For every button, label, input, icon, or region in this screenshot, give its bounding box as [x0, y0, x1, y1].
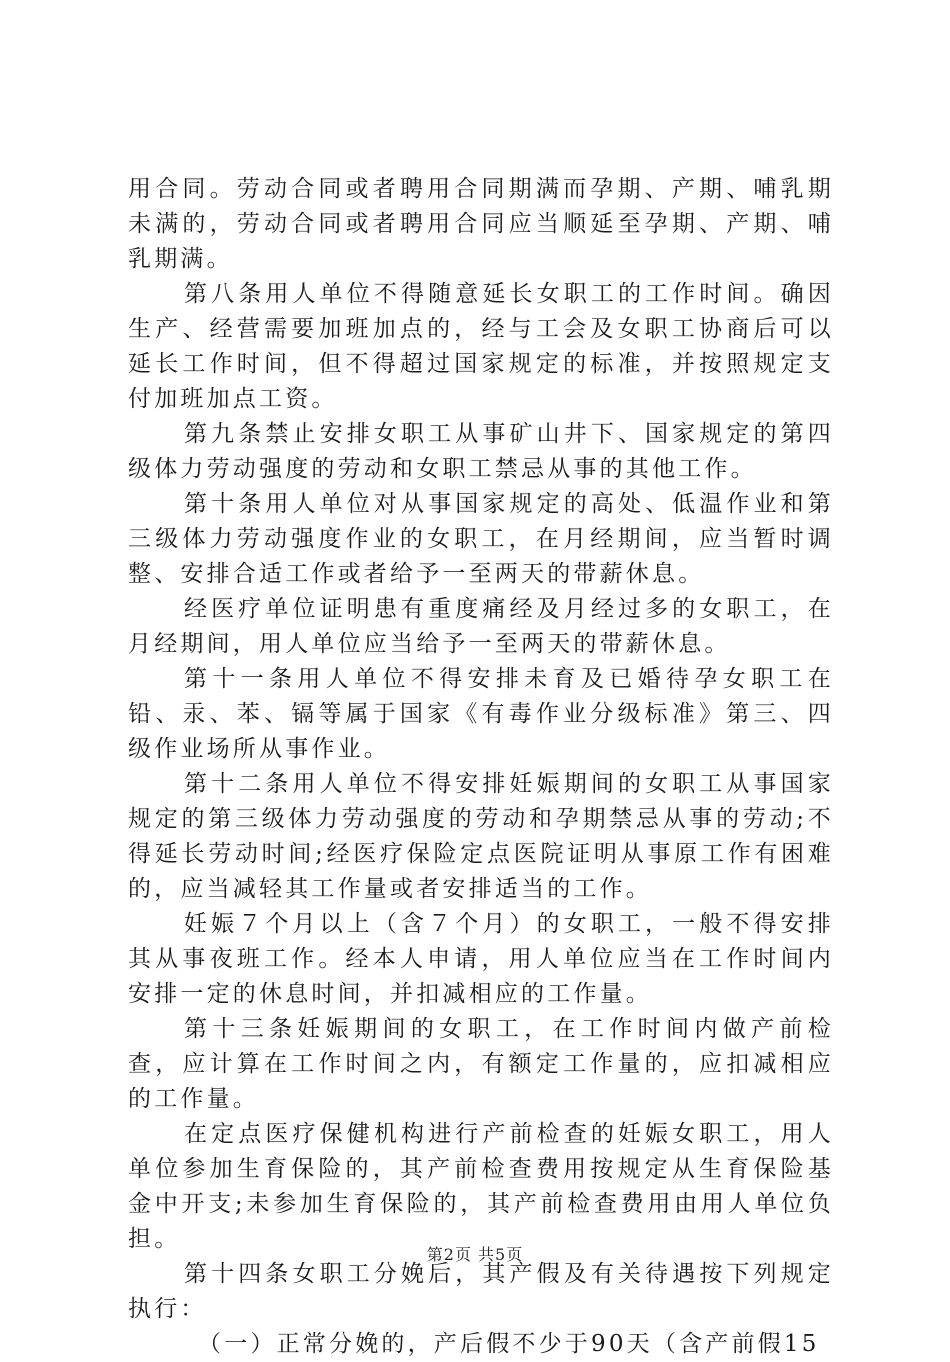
paragraph-article-13: 第十三条妊娠期间的女职工，在工作时间内做产前检查，应计算在工作时间之内，有额定工作量的，应扣减相应的工作量。 [128, 1016, 834, 1112]
paragraph-article-11: 第十一条用人单位不得安排未育及已婚待孕女职工在铅、汞、苯、镉等属于国家《有毒作业分级标准》第三、四级作业场所从事作业。 [128, 666, 834, 762]
paragraph-article-14: 第十四条女职工分娩后，其产假及有关待遇按下列规定执行： [128, 1261, 834, 1322]
paragraph-article-10-sub: 经医疗单位证明患有重度痛经及月经过多的女职工，在月经期间，用人单位应当给予一至两天的带薪休息。 [128, 596, 834, 657]
document-body [128, 172, 834, 1362]
page-footer: 第2页 共5页 [426, 1245, 524, 1264]
paragraph-article-12: 第十二条用人单位不得安排妊娠期间的女职工从事国家规定的第三级体力劳动强度的劳动和孕期禁忌从事的劳动;不得延长劳动时间;经医疗保险定点医院证明从事原工作有困难的，应当减轻其工作量或者安排适当的工作。 [128, 771, 834, 902]
paragraph-article-12-sub: 妊娠７个月以上（含７个月）的女职工，一般不得安排其从事夜班工作。经本人申请，用人单位应当在工作时间内安排一定的休息时间，并扣减相应的工作量。 [128, 911, 834, 1007]
paragraph-article-14-item-1: （一）正常分娩的，产后假不少于90天（含产前假15 [198, 1331, 820, 1357]
paragraph-continuation: 用合同。劳动合同或者聘用合同期满而孕期、产期、哺乳期未满的，劳动合同或者聘用合同应当顺延至孕期、产期、哺乳期满。 [128, 176, 834, 272]
paragraph-article-10: 第十条用人单位对从事国家规定的高处、低温作业和第三级体力劳动强度作业的女职工，在月经期间，应当暂时调整、安排合适工作或者给予一至两天的带薪休息。 [128, 491, 834, 587]
paragraph-article-9: 第九条禁止安排女职工从事矿山井下、国家规定的第四级体力劳动强度的劳动和女职工禁忌从事的其他工作。 [128, 421, 834, 482]
paragraph-article-8: 第八条用人单位不得随意延长女职工的工作时间。确因生产、经营需要加班加点的，经与工会及女职工协商后可以延长工作时间，但不得超过国家规定的标准，并按照规定支付加班加点工资。 [128, 281, 834, 412]
paragraph-article-13-sub: 在定点医疗保健机构进行产前检查的妊娠女职工，用人单位参加生育保险的，其产前检查费用按规定从生育保险基金中开支;未参加生育保险的，其产前检查费用由用人单位负担。 [128, 1121, 834, 1252]
